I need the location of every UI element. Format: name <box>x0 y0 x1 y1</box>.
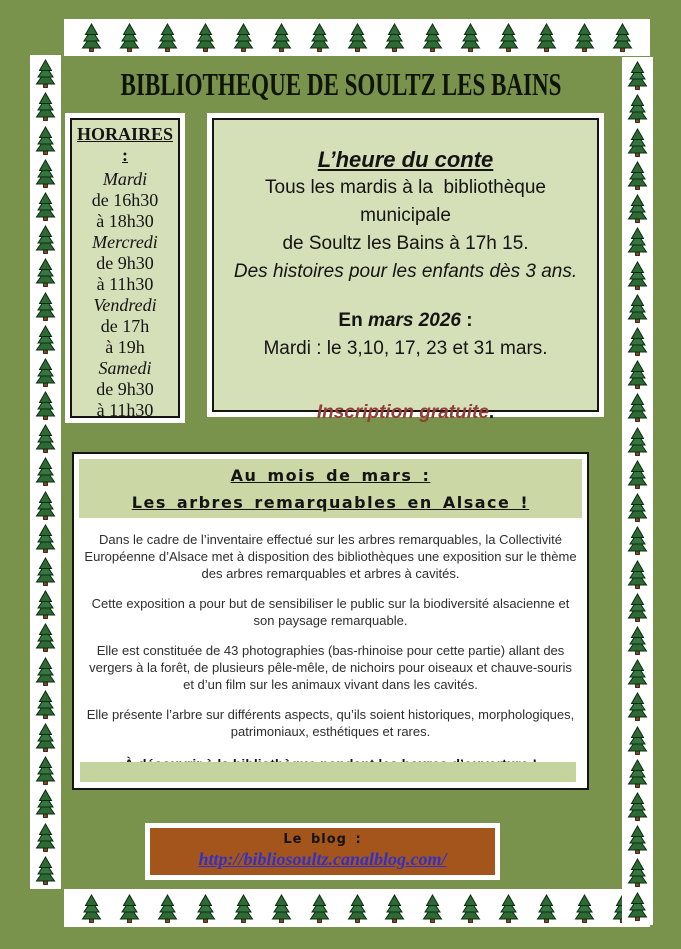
fir-tree-icon <box>627 393 648 422</box>
horaires-heading: HORAIRES : <box>76 124 174 165</box>
story-time-line: Des histoires pour les enfants dès 3 ans. <box>233 261 578 282</box>
inscription-period: . <box>488 402 495 423</box>
fir-tree-icon <box>35 159 56 188</box>
fir-tree-icon <box>627 94 648 123</box>
horaires-box <box>70 118 180 418</box>
fir-tree-icon <box>536 894 557 923</box>
exhibition-heading-line-1: Au mois de mars : <box>230 466 431 485</box>
fir-tree-icon <box>35 657 56 686</box>
horaires-line: à 19h <box>105 337 145 357</box>
fir-tree-icon <box>35 92 56 121</box>
exhibition-paragraph: Elle présente l’arbre sur différents aspects, qu’ils soient historiques, morphologiques, patrimoniaux, esthétiques et rares. <box>86 707 575 739</box>
fir-tree-icon <box>35 590 56 619</box>
fir-tree-icon <box>81 894 102 923</box>
fir-tree-icon <box>195 23 216 52</box>
fir-tree-icon <box>81 23 102 52</box>
fir-tree-icon <box>35 391 56 420</box>
story-time-line: municipale <box>360 205 451 226</box>
fir-tree-icon <box>627 161 648 190</box>
horaires-line: de 9h30 <box>96 379 154 399</box>
horaires-line: de 16h30 <box>91 190 159 210</box>
exhibition-bottom-strip <box>80 762 576 782</box>
fir-tree-icon <box>35 424 56 453</box>
blog-link[interactable]: http://bibliosoultz.canalblog.com/ <box>198 849 447 869</box>
exhibition-paragraph: Elle est constituée de 43 photographies (bas-rhinoise pour cette partie) allant des vergers à la forêt, de plusieurs pêle-mêle, de nichoirs pour oiseaux et chauve-souris et d’un film sur les animaux vivant dans les cavités. <box>89 643 572 692</box>
horaires-line: Mercredi <box>92 232 158 252</box>
tree-border-left <box>30 55 61 889</box>
fir-tree-icon <box>35 789 56 818</box>
fir-tree-icon <box>627 427 648 456</box>
fir-tree-icon <box>384 894 405 923</box>
fir-tree-icon <box>35 756 56 785</box>
fir-tree-icon <box>627 61 648 90</box>
fir-tree-icon <box>35 690 56 719</box>
fir-tree-icon <box>574 23 595 52</box>
fir-tree-icon <box>627 360 648 389</box>
fir-tree-icon <box>35 225 56 254</box>
page-title: BIBLIOTHEQUE DE SOULTZ LES BAINS <box>120 66 562 102</box>
horaires-line: à 11h30 <box>96 400 154 420</box>
exhibition-heading-banner <box>79 459 582 518</box>
fir-tree-icon <box>347 23 368 52</box>
fir-tree-icon <box>627 261 648 290</box>
fir-tree-icon <box>35 292 56 321</box>
fir-tree-icon <box>627 692 648 721</box>
fir-tree-icon <box>119 23 140 52</box>
fir-tree-icon <box>536 23 557 52</box>
fir-tree-icon <box>627 759 648 788</box>
blog-box <box>150 828 495 875</box>
fir-tree-icon <box>271 23 292 52</box>
exhibition-paragraph: Cette exposition a pour but de sensibiliser le public sur la biodiversité alsacienne et son paysage remarquable. <box>91 596 570 628</box>
fir-tree-icon <box>233 23 254 52</box>
fir-tree-icon <box>627 327 648 356</box>
fir-tree-icon <box>627 626 648 655</box>
tree-border-right <box>622 57 653 925</box>
fir-tree-icon <box>498 894 519 923</box>
fir-tree-icon <box>627 560 648 589</box>
fir-tree-icon <box>35 358 56 387</box>
horaires-line: à 11h30 <box>96 274 154 294</box>
fir-tree-icon <box>627 194 648 223</box>
fir-tree-icon <box>35 856 56 885</box>
fir-tree-icon <box>422 894 443 923</box>
fir-tree-icon <box>35 126 56 155</box>
fir-tree-icon <box>627 726 648 755</box>
fir-tree-icon <box>309 23 330 52</box>
month-name: mars 2026 <box>367 310 461 331</box>
fir-tree-icon <box>309 894 330 923</box>
fir-tree-icon <box>612 23 633 52</box>
inscription-line <box>214 399 597 427</box>
blog-label: Le blog : <box>283 832 362 847</box>
horaires-line: à 18h30 <box>96 211 154 231</box>
fir-tree-icon <box>119 894 140 923</box>
month-prefix: En <box>338 310 368 331</box>
month-suffix: : <box>460 310 473 331</box>
fir-tree-icon <box>35 557 56 586</box>
story-time-line: de Soultz les Bains à 17h 15. <box>282 233 529 254</box>
exhibition-paragraph: Dans le cadre de l’inventaire effectué sur les arbres remarquables, la Collectivité Européenne d’Alsace met à disposition des bibliothèques une exposition sur le thème des arbres remarquables et arbres à cavités. <box>84 532 577 581</box>
fir-tree-icon <box>35 623 56 652</box>
fir-tree-icon <box>271 894 292 923</box>
fir-tree-icon <box>35 59 56 88</box>
fir-tree-icon <box>498 23 519 52</box>
horaires-line: de 17h <box>100 316 150 336</box>
exhibition-heading-line-2: Les arbres remarquables en Alsace ! <box>131 493 530 512</box>
fir-tree-icon <box>233 894 254 923</box>
fir-tree-icon <box>384 23 405 52</box>
horaires-line: Samedi <box>98 358 152 378</box>
fir-tree-icon <box>627 858 648 887</box>
fir-tree-icon <box>627 294 648 323</box>
fir-tree-icon <box>460 894 481 923</box>
fir-tree-icon <box>627 227 648 256</box>
fir-tree-icon <box>35 823 56 852</box>
fir-tree-icon <box>627 526 648 555</box>
fir-tree-icon <box>35 192 56 221</box>
story-time-box <box>212 118 599 423</box>
fir-tree-icon <box>627 892 648 921</box>
story-time-line: Tous les mardis à la bibliothèque <box>265 177 546 198</box>
fir-tree-icon <box>627 493 648 522</box>
fir-tree-icon <box>422 23 443 52</box>
fir-tree-icon <box>35 524 56 553</box>
fir-tree-icon <box>627 825 648 854</box>
fir-tree-icon <box>157 23 178 52</box>
fir-tree-icon <box>35 491 56 520</box>
story-time-dates: Mardi : le 3,10, 17, 23 et 31 mars. <box>263 338 548 359</box>
fir-tree-icon <box>627 128 648 157</box>
tree-border-top <box>64 19 650 56</box>
fir-tree-icon <box>627 792 648 821</box>
horaires-line: de 9h30 <box>96 253 154 273</box>
tree-border-bottom <box>64 889 650 927</box>
exhibition-box <box>72 452 589 790</box>
fir-tree-icon <box>460 23 481 52</box>
horaires-line: Mardi <box>102 169 148 189</box>
fir-tree-icon <box>574 894 595 923</box>
fir-tree-icon <box>35 457 56 486</box>
fir-tree-icon <box>195 894 216 923</box>
fir-tree-icon <box>35 258 56 287</box>
story-time-title: L’heure du conte <box>317 147 494 172</box>
fir-tree-icon <box>35 723 56 752</box>
fir-tree-icon <box>627 659 648 688</box>
fir-tree-icon <box>627 460 648 489</box>
story-time-month-line <box>214 307 597 335</box>
fir-tree-icon <box>627 593 648 622</box>
fir-tree-icon <box>35 325 56 354</box>
inscription-text: Inscription gratuite <box>316 402 489 423</box>
fir-tree-icon <box>157 894 178 923</box>
horaires-line: Vendredi <box>93 295 157 315</box>
fir-tree-icon <box>347 894 368 923</box>
